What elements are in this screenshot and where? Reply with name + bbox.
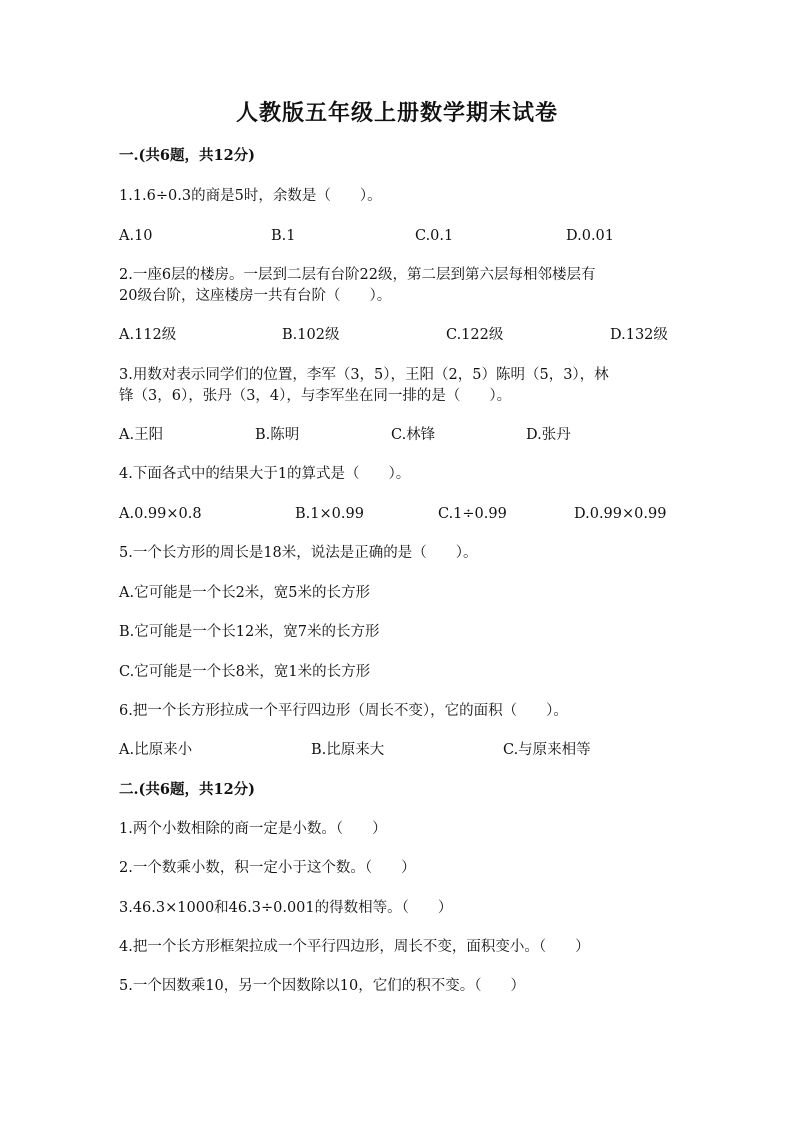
q1-3-option-c: C.林锋 <box>391 427 436 443</box>
q1-4-stem: 4.下面各式中的结果大于1的算式是（ ）。 <box>119 466 411 482</box>
section-1-heading: 一.(共6题，共12分) <box>119 147 256 164</box>
q1-1-option-d: D.0.01 <box>566 228 615 244</box>
q1-3-stem-line1: 3.用数对表示同学们的位置，李军（3，5），王阳（2，5）陈明（5，3），林 <box>119 367 609 383</box>
q1-4-option-b: B.1×0.99 <box>295 506 364 522</box>
q1-3-option-d: D.张丹 <box>526 427 571 443</box>
exam-title: 人教版五年级上册数学期末试卷 <box>235 100 558 126</box>
q1-2-stem-line1: 2.一座6层的楼房。一层到二层有台阶22级，第二层到第六层每相邻楼层有 <box>119 267 596 283</box>
q1-3-option-b: B.陈明 <box>255 427 300 443</box>
q1-6-option-c: C.与原来相等 <box>503 742 591 758</box>
q2-5: 5.一个因数乘10，另一个因数除以10，它们的积不变。（ ） <box>119 978 525 994</box>
q1-6-option-b: B.比原来大 <box>311 742 385 758</box>
q1-4-option-d: D.0.99×0.99 <box>574 506 667 522</box>
q1-5-option-a: A.它可能是一个长2米，宽5米的长方形 <box>119 585 371 601</box>
q1-4-option-a: A.0.99×0.8 <box>119 506 202 522</box>
q1-5-stem: 5.一个长方形的周长是18米，说法是正确的是（ ）。 <box>119 545 478 561</box>
q1-6-option-a: A.比原来小 <box>119 742 193 758</box>
q2-2: 2.一个数乘小数，积一定小于这个数。（ ） <box>119 860 416 876</box>
q1-2-option-d: D.132级 <box>610 327 668 343</box>
q1-1-stem: 1.1.6÷0.3的商是5时，余数是（ ）。 <box>119 188 382 204</box>
q1-2-option-b: B.102级 <box>282 327 340 343</box>
q1-6-stem: 6.把一个长方形拉成一个平行四边形（周长不变），它的面积（ ）。 <box>119 703 568 719</box>
q1-2-stem-line2: 20级台阶，这座楼房一共有台阶（ ）。 <box>119 288 392 304</box>
q1-2-option-c: C.122级 <box>446 327 504 343</box>
q2-3: 3.46.3×1000和46.3÷0.001的得数相等。（ ） <box>119 900 453 916</box>
q2-1: 1.两个小数相除的商一定是小数。（ ） <box>119 821 387 837</box>
q1-3-option-a: A.王阳 <box>119 427 164 443</box>
q1-5-option-b: B.它可能是一个长12米，宽7米的长方形 <box>119 624 380 640</box>
q1-4-option-c: C.1÷0.99 <box>438 506 507 522</box>
q1-5-option-c: C.它可能是一个长8米，宽1米的长方形 <box>119 664 371 680</box>
q2-4: 4.把一个长方形框架拉成一个平行四边形，周长不变，面积变小。（ ） <box>119 939 590 955</box>
q1-1-option-c: C.0.1 <box>415 228 454 244</box>
section-2-heading: 二.(共6题，共12分) <box>119 781 256 798</box>
q1-3-stem-line2: 锋（3，6），张丹（3，4），与李军坐在同一排的是（ ）。 <box>119 388 512 404</box>
q1-1-option-b: B.1 <box>271 228 296 244</box>
q1-1-option-a: A.10 <box>119 228 153 244</box>
q1-2-option-a: A.112级 <box>119 327 177 343</box>
